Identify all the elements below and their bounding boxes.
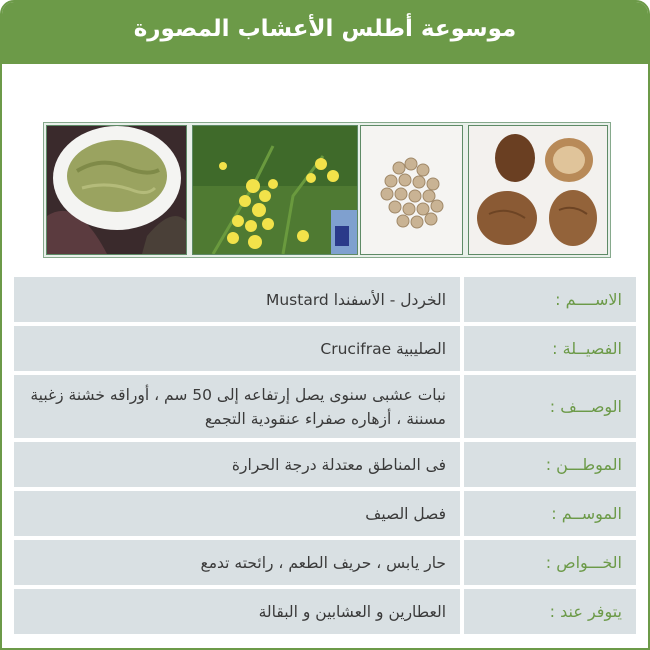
season-value: فصل الصيف (14, 491, 460, 536)
info-row-properties (14, 540, 636, 585)
mustard-paste-image[interactable] (46, 125, 187, 255)
name-value: الخردل - الأسفندا Mustard (14, 277, 460, 322)
info-row-family (14, 326, 636, 371)
family-label: الفصيــلة : (464, 326, 636, 371)
mustard-seeds-image[interactable] (360, 125, 463, 255)
info-row-description (14, 375, 636, 438)
info-row-season (14, 491, 636, 536)
page-title: موسوعة أطلس الأعشاب المصورة (133, 16, 517, 42)
description-value: نبات عشبى سنوى يصل إرتفاعه إلى 50 سم ، أوراقه خشنة زغبية مسننة ، أزهاره صفراء عنقودية التجمع (14, 375, 460, 438)
availability-label: يتوفر عند : (464, 589, 636, 634)
mustard-flowers-image[interactable] (192, 125, 358, 255)
properties-value: حار يابس ، حريف الطعم ، رائحته تدمع (14, 540, 460, 585)
image-gallery (43, 122, 611, 258)
availability-value: العطارين و العشابين و البقالة (14, 589, 460, 634)
properties-label: الخـــواص : (464, 540, 636, 585)
name-label: الاســــم : (464, 277, 636, 322)
habitat-value: فى المناطق معتدلة درجة الحرارة (14, 442, 460, 487)
header-bar (2, 2, 648, 64)
family-value: الصليبية Crucifrae (14, 326, 460, 371)
info-row-availability (14, 589, 636, 634)
habitat-label: الموطـــن : (464, 442, 636, 487)
info-row-name (14, 277, 636, 322)
description-label: الوصـــف : (464, 375, 636, 438)
nutmeg-image[interactable] (468, 125, 608, 255)
season-label: الموســم : (464, 491, 636, 536)
info-row-habitat (14, 442, 636, 487)
